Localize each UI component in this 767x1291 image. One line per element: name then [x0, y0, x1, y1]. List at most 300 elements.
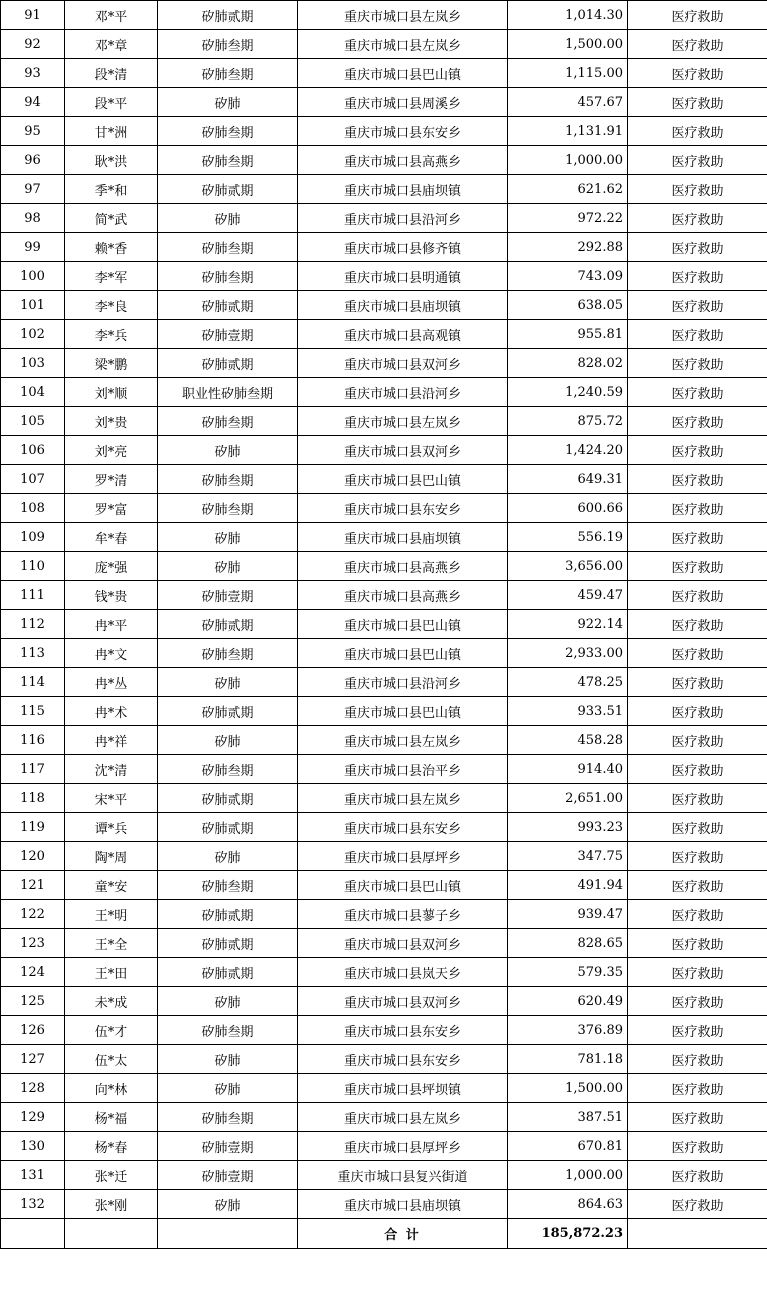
table-row [1, 726, 767, 755]
address: 重庆市城口县巴山镇 [298, 697, 508, 726]
address: 重庆市城口县高燕乡 [298, 581, 508, 610]
diagnosis: 矽肺叁期 [158, 262, 298, 291]
diagnosis: 矽肺贰期 [158, 610, 298, 639]
aid-type: 医疗救助 [628, 88, 767, 117]
amount: 1,131.91 [508, 117, 628, 146]
table-row [1, 146, 767, 175]
row-number: 125 [1, 987, 65, 1016]
row-number: 99 [1, 233, 65, 262]
address: 重庆市城口县东安乡 [298, 1016, 508, 1045]
amount: 828.65 [508, 929, 628, 958]
diagnosis: 矽肺叁期 [158, 494, 298, 523]
row-number: 101 [1, 291, 65, 320]
table-row [1, 929, 767, 958]
table-row [1, 175, 767, 204]
table-row [1, 697, 767, 726]
amount: 458.28 [508, 726, 628, 755]
table-row [1, 871, 767, 900]
total-label: 合 计 [298, 1219, 508, 1249]
amount: 347.75 [508, 842, 628, 871]
row-number: 127 [1, 1045, 65, 1074]
address: 重庆市城口县双河乡 [298, 929, 508, 958]
table-row [1, 1074, 767, 1103]
amount: 649.31 [508, 465, 628, 494]
aid-type: 医疗救助 [628, 1074, 767, 1103]
table-row [1, 958, 767, 987]
amount: 478.25 [508, 668, 628, 697]
diagnosis: 矽肺 [158, 668, 298, 697]
amount: 828.02 [508, 349, 628, 378]
person-name: 冉*术 [65, 697, 158, 726]
table-row [1, 755, 767, 784]
total-amount: 185,872.23 [508, 1219, 628, 1249]
row-number: 132 [1, 1190, 65, 1219]
amount: 1,424.20 [508, 436, 628, 465]
diagnosis: 矽肺叁期 [158, 233, 298, 262]
row-number: 119 [1, 813, 65, 842]
person-name: 张*刚 [65, 1190, 158, 1219]
total-empty-cell [158, 1219, 298, 1249]
aid-type: 医疗救助 [628, 813, 767, 842]
diagnosis: 矽肺叁期 [158, 30, 298, 59]
person-name: 冉*文 [65, 639, 158, 668]
aid-type: 医疗救助 [628, 639, 767, 668]
diagnosis: 矽肺 [158, 1074, 298, 1103]
address: 重庆市城口县蓼子乡 [298, 900, 508, 929]
person-name: 杨*福 [65, 1103, 158, 1132]
address: 重庆市城口县左岚乡 [298, 1, 508, 30]
table-row [1, 291, 767, 320]
row-number: 92 [1, 30, 65, 59]
diagnosis: 矽肺贰期 [158, 175, 298, 204]
person-name: 杨*春 [65, 1132, 158, 1161]
table-row [1, 668, 767, 697]
row-number: 97 [1, 175, 65, 204]
amount: 3,656.00 [508, 552, 628, 581]
table-row [1, 900, 767, 929]
address: 重庆市城口县沿河乡 [298, 378, 508, 407]
amount: 292.88 [508, 233, 628, 262]
diagnosis: 矽肺 [158, 204, 298, 233]
amount: 743.09 [508, 262, 628, 291]
amount: 914.40 [508, 755, 628, 784]
diagnosis: 矽肺叁期 [158, 1103, 298, 1132]
aid-type: 医疗救助 [628, 30, 767, 59]
person-name: 梁*鹏 [65, 349, 158, 378]
diagnosis: 矽肺叁期 [158, 59, 298, 88]
diagnosis: 矽肺叁期 [158, 1016, 298, 1045]
address: 重庆市城口县东安乡 [298, 494, 508, 523]
diagnosis: 矽肺壹期 [158, 1132, 298, 1161]
amount: 491.94 [508, 871, 628, 900]
address: 重庆市城口县巴山镇 [298, 59, 508, 88]
address: 重庆市城口县左岚乡 [298, 784, 508, 813]
amount: 1,014.30 [508, 1, 628, 30]
row-number: 111 [1, 581, 65, 610]
amount: 621.62 [508, 175, 628, 204]
person-name: 王*明 [65, 900, 158, 929]
person-name: 王*田 [65, 958, 158, 987]
address: 重庆市城口县明通镇 [298, 262, 508, 291]
table-row [1, 349, 767, 378]
amount: 1,115.00 [508, 59, 628, 88]
person-name: 未*成 [65, 987, 158, 1016]
amount: 2,933.00 [508, 639, 628, 668]
address: 重庆市城口县巴山镇 [298, 639, 508, 668]
table-row [1, 30, 767, 59]
address: 重庆市城口县厚坪乡 [298, 1132, 508, 1161]
amount: 1,000.00 [508, 1161, 628, 1190]
person-name: 沈*清 [65, 755, 158, 784]
person-name: 邓*平 [65, 1, 158, 30]
address: 重庆市城口县左岚乡 [298, 1103, 508, 1132]
table-row [1, 494, 767, 523]
amount: 556.19 [508, 523, 628, 552]
aid-type: 医疗救助 [628, 146, 767, 175]
amount: 939.47 [508, 900, 628, 929]
amount: 638.05 [508, 291, 628, 320]
address: 重庆市城口县庙坝镇 [298, 291, 508, 320]
row-number: 91 [1, 1, 65, 30]
table-row [1, 436, 767, 465]
row-number: 126 [1, 1016, 65, 1045]
person-name: 王*全 [65, 929, 158, 958]
amount: 781.18 [508, 1045, 628, 1074]
aid-type: 医疗救助 [628, 1016, 767, 1045]
diagnosis: 矽肺贰期 [158, 291, 298, 320]
aid-type: 医疗救助 [628, 1, 767, 30]
person-name: 向*林 [65, 1074, 158, 1103]
table-row [1, 465, 767, 494]
aid-type: 医疗救助 [628, 987, 767, 1016]
table-body [1, 1, 767, 1219]
row-number: 100 [1, 262, 65, 291]
address: 重庆市城口县高观镇 [298, 320, 508, 349]
diagnosis: 矽肺 [158, 842, 298, 871]
person-name: 伍*太 [65, 1045, 158, 1074]
table-row [1, 610, 767, 639]
table-row [1, 407, 767, 436]
person-name: 邓*章 [65, 30, 158, 59]
diagnosis: 矽肺 [158, 1190, 298, 1219]
table-row [1, 1, 767, 30]
person-name: 段*清 [65, 59, 158, 88]
table-row [1, 378, 767, 407]
aid-type: 医疗救助 [628, 1045, 767, 1074]
diagnosis: 矽肺贰期 [158, 697, 298, 726]
amount: 387.51 [508, 1103, 628, 1132]
amount: 457.67 [508, 88, 628, 117]
diagnosis: 矽肺壹期 [158, 581, 298, 610]
person-name: 耿*洪 [65, 146, 158, 175]
row-number: 106 [1, 436, 65, 465]
diagnosis: 矽肺 [158, 436, 298, 465]
amount: 600.66 [508, 494, 628, 523]
amount: 972.22 [508, 204, 628, 233]
row-number: 121 [1, 871, 65, 900]
person-name: 陶*周 [65, 842, 158, 871]
aid-type: 医疗救助 [628, 1190, 767, 1219]
diagnosis: 矽肺 [158, 523, 298, 552]
aid-type: 医疗救助 [628, 407, 767, 436]
row-number: 107 [1, 465, 65, 494]
address: 重庆市城口县巴山镇 [298, 465, 508, 494]
diagnosis: 矽肺 [158, 1045, 298, 1074]
person-name: 刘*贵 [65, 407, 158, 436]
total-empty-cell [65, 1219, 158, 1249]
diagnosis: 矽肺贰期 [158, 813, 298, 842]
table-row [1, 813, 767, 842]
aid-type: 医疗救助 [628, 1161, 767, 1190]
amount: 922.14 [508, 610, 628, 639]
address: 重庆市城口县沿河乡 [298, 668, 508, 697]
aid-type: 医疗救助 [628, 755, 767, 784]
amount: 579.35 [508, 958, 628, 987]
table-row [1, 552, 767, 581]
address: 重庆市城口县沿河乡 [298, 204, 508, 233]
table-row [1, 581, 767, 610]
aid-type: 医疗救助 [628, 1103, 767, 1132]
person-name: 李*兵 [65, 320, 158, 349]
address: 重庆市城口县修齐镇 [298, 233, 508, 262]
total-empty-cell [1, 1219, 65, 1249]
amount: 2,651.00 [508, 784, 628, 813]
diagnosis: 职业性矽肺叁期 [158, 378, 298, 407]
aid-type: 医疗救助 [628, 204, 767, 233]
table-row [1, 987, 767, 1016]
table-row [1, 1016, 767, 1045]
row-number: 122 [1, 900, 65, 929]
amount: 670.81 [508, 1132, 628, 1161]
address: 重庆市城口县复兴街道 [298, 1161, 508, 1190]
person-name: 季*和 [65, 175, 158, 204]
row-number: 114 [1, 668, 65, 697]
person-name: 牟*春 [65, 523, 158, 552]
table-row [1, 204, 767, 233]
diagnosis: 矽肺贰期 [158, 349, 298, 378]
aid-type: 医疗救助 [628, 494, 767, 523]
address: 重庆市城口县东安乡 [298, 813, 508, 842]
person-name: 刘*顺 [65, 378, 158, 407]
person-name: 庞*强 [65, 552, 158, 581]
amount: 864.63 [508, 1190, 628, 1219]
address: 重庆市城口县庙坝镇 [298, 175, 508, 204]
aid-type: 医疗救助 [628, 900, 767, 929]
diagnosis: 矽肺贰期 [158, 958, 298, 987]
aid-type: 医疗救助 [628, 117, 767, 146]
person-name: 罗*富 [65, 494, 158, 523]
total-empty-cell [628, 1219, 767, 1249]
address: 重庆市城口县厚坪乡 [298, 842, 508, 871]
row-number: 130 [1, 1132, 65, 1161]
table-row [1, 320, 767, 349]
total-row [1, 1219, 767, 1249]
aid-type: 医疗救助 [628, 59, 767, 88]
table-row [1, 1190, 767, 1219]
aid-type: 医疗救助 [628, 320, 767, 349]
table-row [1, 88, 767, 117]
address: 重庆市城口县双河乡 [298, 436, 508, 465]
diagnosis: 矽肺 [158, 88, 298, 117]
row-number: 104 [1, 378, 65, 407]
amount: 1,500.00 [508, 30, 628, 59]
aid-type: 医疗救助 [628, 349, 767, 378]
person-name: 张*迁 [65, 1161, 158, 1190]
row-number: 123 [1, 929, 65, 958]
diagnosis: 矽肺叁期 [158, 871, 298, 900]
row-number: 110 [1, 552, 65, 581]
amount: 875.72 [508, 407, 628, 436]
address: 重庆市城口县高燕乡 [298, 146, 508, 175]
amount: 955.81 [508, 320, 628, 349]
address: 重庆市城口县东安乡 [298, 1045, 508, 1074]
row-number: 128 [1, 1074, 65, 1103]
address: 重庆市城口县庙坝镇 [298, 523, 508, 552]
aid-type: 医疗救助 [628, 697, 767, 726]
row-number: 96 [1, 146, 65, 175]
aid-type: 医疗救助 [628, 610, 767, 639]
table-row [1, 1045, 767, 1074]
person-name: 童*安 [65, 871, 158, 900]
table-row [1, 1161, 767, 1190]
address: 重庆市城口县双河乡 [298, 349, 508, 378]
amount: 1,240.59 [508, 378, 628, 407]
row-number: 95 [1, 117, 65, 146]
address: 重庆市城口县庙坝镇 [298, 1190, 508, 1219]
amount: 993.23 [508, 813, 628, 842]
aid-type: 医疗救助 [628, 378, 767, 407]
aid-type: 医疗救助 [628, 871, 767, 900]
aid-type: 医疗救助 [628, 291, 767, 320]
amount: 933.51 [508, 697, 628, 726]
row-number: 112 [1, 610, 65, 639]
aid-type: 医疗救助 [628, 668, 767, 697]
row-number: 105 [1, 407, 65, 436]
row-number: 98 [1, 204, 65, 233]
diagnosis: 矽肺贰期 [158, 1, 298, 30]
table-row [1, 842, 767, 871]
address: 重庆市城口县高燕乡 [298, 552, 508, 581]
diagnosis: 矽肺叁期 [158, 146, 298, 175]
row-number: 117 [1, 755, 65, 784]
diagnosis: 矽肺贰期 [158, 929, 298, 958]
row-number: 118 [1, 784, 65, 813]
person-name: 谭*兵 [65, 813, 158, 842]
person-name: 冉*祥 [65, 726, 158, 755]
person-name: 李*良 [65, 291, 158, 320]
person-name: 罗*清 [65, 465, 158, 494]
diagnosis: 矽肺贰期 [158, 900, 298, 929]
person-name: 伍*才 [65, 1016, 158, 1045]
amount: 459.47 [508, 581, 628, 610]
aid-type: 医疗救助 [628, 175, 767, 204]
address: 重庆市城口县岚天乡 [298, 958, 508, 987]
person-name: 冉*平 [65, 610, 158, 639]
aid-type: 医疗救助 [628, 784, 767, 813]
row-number: 129 [1, 1103, 65, 1132]
diagnosis: 矽肺叁期 [158, 465, 298, 494]
aid-type: 医疗救助 [628, 552, 767, 581]
table-row [1, 784, 767, 813]
row-number: 103 [1, 349, 65, 378]
address: 重庆市城口县巴山镇 [298, 871, 508, 900]
row-number: 124 [1, 958, 65, 987]
address: 重庆市城口县左岚乡 [298, 726, 508, 755]
person-name: 刘*亮 [65, 436, 158, 465]
table-row [1, 117, 767, 146]
address: 重庆市城口县东安乡 [298, 117, 508, 146]
address: 重庆市城口县双河乡 [298, 987, 508, 1016]
table-row [1, 639, 767, 668]
person-name: 李*军 [65, 262, 158, 291]
aid-type: 医疗救助 [628, 929, 767, 958]
address: 重庆市城口县左岚乡 [298, 30, 508, 59]
diagnosis: 矽肺 [158, 726, 298, 755]
person-name: 赖*香 [65, 233, 158, 262]
aid-type: 医疗救助 [628, 958, 767, 987]
aid-type: 医疗救助 [628, 436, 767, 465]
diagnosis: 矽肺 [158, 552, 298, 581]
diagnosis: 矽肺叁期 [158, 639, 298, 668]
person-name: 段*平 [65, 88, 158, 117]
row-number: 113 [1, 639, 65, 668]
person-name: 宋*平 [65, 784, 158, 813]
address: 重庆市城口县巴山镇 [298, 610, 508, 639]
row-number: 108 [1, 494, 65, 523]
aid-type: 医疗救助 [628, 1132, 767, 1161]
table-row [1, 59, 767, 88]
table-row [1, 1103, 767, 1132]
row-number: 94 [1, 88, 65, 117]
amount: 1,000.00 [508, 146, 628, 175]
amount: 1,500.00 [508, 1074, 628, 1103]
aid-type: 医疗救助 [628, 233, 767, 262]
row-number: 93 [1, 59, 65, 88]
diagnosis: 矽肺壹期 [158, 1161, 298, 1190]
row-number: 109 [1, 523, 65, 552]
address: 重庆市城口县治平乡 [298, 755, 508, 784]
aid-type: 医疗救助 [628, 842, 767, 871]
diagnosis: 矽肺贰期 [158, 784, 298, 813]
diagnosis: 矽肺叁期 [158, 755, 298, 784]
row-number: 131 [1, 1161, 65, 1190]
diagnosis: 矽肺 [158, 987, 298, 1016]
table-row [1, 1132, 767, 1161]
aid-type: 医疗救助 [628, 581, 767, 610]
amount: 376.89 [508, 1016, 628, 1045]
row-number: 115 [1, 697, 65, 726]
table-row [1, 523, 767, 552]
person-name: 钱*贵 [65, 581, 158, 610]
aid-type: 医疗救助 [628, 523, 767, 552]
aid-type: 医疗救助 [628, 465, 767, 494]
diagnosis: 矽肺壹期 [158, 320, 298, 349]
row-number: 116 [1, 726, 65, 755]
row-number: 102 [1, 320, 65, 349]
row-number: 120 [1, 842, 65, 871]
aid-type: 医疗救助 [628, 262, 767, 291]
amount: 620.49 [508, 987, 628, 1016]
person-name: 简*武 [65, 204, 158, 233]
table-row [1, 262, 767, 291]
diagnosis: 矽肺叁期 [158, 407, 298, 436]
address: 重庆市城口县左岚乡 [298, 407, 508, 436]
address: 重庆市城口县坪坝镇 [298, 1074, 508, 1103]
diagnosis: 矽肺叁期 [158, 117, 298, 146]
aid-type: 医疗救助 [628, 726, 767, 755]
table-row [1, 233, 767, 262]
person-name: 冉*丛 [65, 668, 158, 697]
